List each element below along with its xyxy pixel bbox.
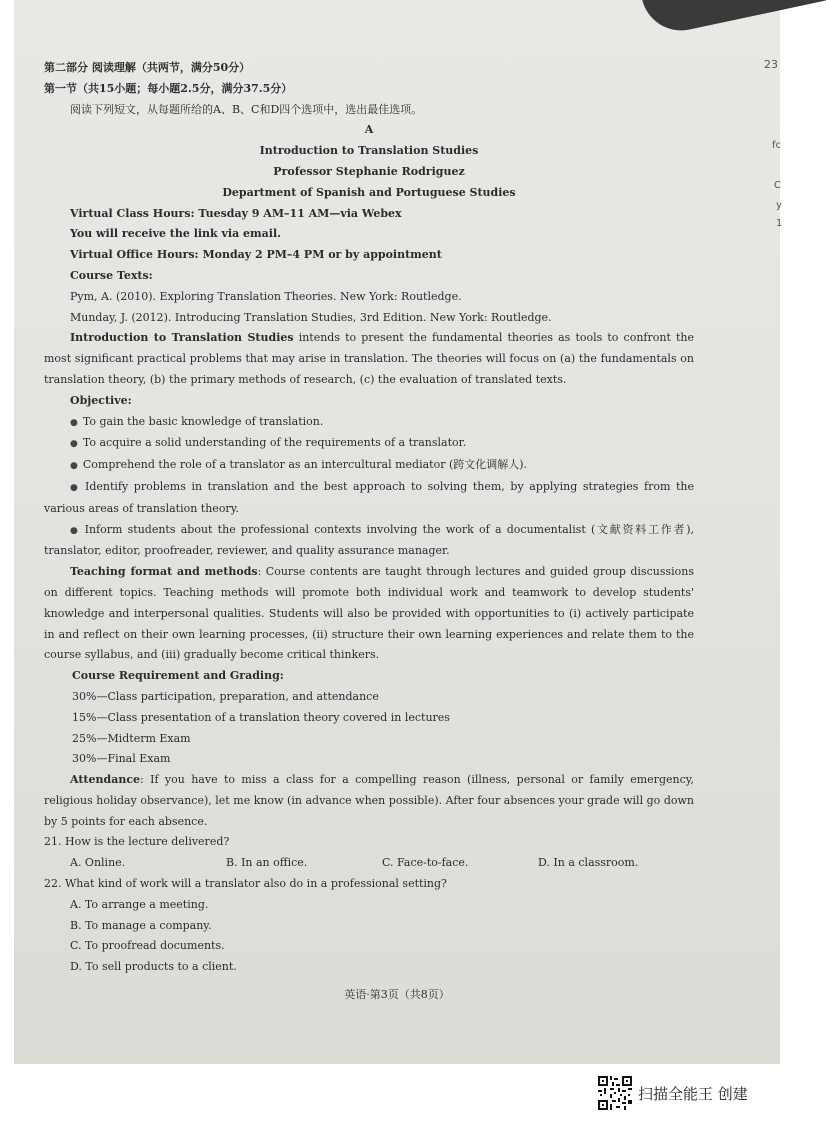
attendance-bold: Attendance bbox=[70, 773, 141, 787]
attendance-text: : If you have to miss a class for a compelling reason (illness, personal or family emergency, religious holiday observance), let me know (in advance when possible). After four absences your grade will go down by 5 points for each absence. bbox=[44, 773, 694, 828]
question-options bbox=[44, 853, 694, 874]
teaching-bold: Teaching format and methods bbox=[70, 565, 258, 579]
passage-letter: A bbox=[364, 123, 374, 137]
grading-item: 15%—Class presentation of a translation theory covered in lectures bbox=[72, 710, 450, 724]
option: A. To arrange a meeting. bbox=[70, 897, 209, 911]
option: A. Online. bbox=[70, 856, 126, 870]
exam-content bbox=[44, 58, 694, 978]
option: D. To sell products to a client. bbox=[70, 960, 237, 974]
objective-item: ● To gain the basic knowledge of translation. bbox=[44, 412, 694, 434]
margin-mark: fc bbox=[772, 140, 782, 151]
margin-mark: 23 bbox=[764, 58, 778, 71]
objective-item: ● Inform students about the professional contexts involving the work of a documentalist (文献资料工作者), translator, editor, proofreader, reviewer, and quality assurance manager. bbox=[44, 520, 694, 563]
professor-name: Professor Stephanie Rodriguez bbox=[273, 164, 465, 178]
margin-mark: C bbox=[774, 180, 781, 191]
class-hours: Virtual Class Hours: Tuesday 9 AM–11 AM—via Webex bbox=[70, 206, 402, 220]
intro-bold: Introduction to Translation Studies bbox=[70, 331, 294, 345]
page-corner-shadow bbox=[634, 0, 826, 38]
section-heading: 第一节（共15小题；每小题2.5分，满分37.5分） bbox=[44, 81, 293, 95]
margin-mark: 1 bbox=[776, 218, 783, 229]
department-name: Department of Spanish and Portuguese Studies bbox=[222, 185, 516, 199]
course-text-item: Pym, A. (2010). Exploring Translation Theories. New York: Routledge. bbox=[70, 289, 462, 303]
instruction: 阅读下列短文，从每题所给的A、B、C和D四个选项中，选出最佳选项。 bbox=[70, 102, 423, 116]
grading-item: 25%—Midterm Exam bbox=[72, 731, 191, 745]
scanned-page bbox=[14, 0, 783, 1064]
objective-heading: Objective: bbox=[70, 393, 132, 407]
question-stem: 21. How is the lecture delivered? bbox=[44, 835, 230, 849]
grading-heading: Course Requirement and Grading: bbox=[72, 669, 284, 683]
intro-paragraph bbox=[44, 328, 694, 390]
scanner-watermark bbox=[598, 1077, 748, 1109]
grading-item: 30%—Class participation, preparation, and attendance bbox=[72, 689, 379, 703]
qr-code-icon bbox=[598, 1076, 632, 1110]
course-texts-heading: Course Texts: bbox=[70, 268, 153, 282]
question-stem: 22. What kind of work will a translator also do in a professional setting? bbox=[44, 877, 447, 891]
option: C. To proofread documents. bbox=[70, 939, 225, 953]
option: D. In a classroom. bbox=[538, 856, 639, 870]
attendance-paragraph bbox=[44, 770, 694, 832]
grading-item: 30%—Final Exam bbox=[72, 752, 171, 766]
office-hours: Virtual Office Hours: Monday 2 PM–4 PM or by appointment bbox=[70, 248, 442, 262]
objective-item: ● To acquire a solid understanding of the requirements of a translator. bbox=[44, 433, 694, 455]
intro-text: intends to present the fundamental theories as tools to confront the most significant practical problems that may arise in translation. The theories will focus on (a) the fundamentals on translation theory, (b) the primary methods of research, (c) the evaluation of translated texts. bbox=[44, 331, 694, 386]
page-footer: 英语·第3页（共8页） bbox=[344, 988, 450, 1001]
teaching-text: : Course contents are taught through lectures and guided group discussions on different topics. Teaching methods will promote both individual work and teamwork to develop students' knowledge and interpersonal qualities. Students will also be provided with opportunities to (i) actively participate in and reflect on their own learning processes, (ii) structure their own learning experiences and relate them to the course syllabus, and (iii) gradually become critical thinkers. bbox=[44, 565, 694, 662]
objective-item: ● Identify problems in translation and the best approach to solving them, by applying strategies from the various areas of translation theory. bbox=[44, 477, 694, 520]
option: B. To manage a company. bbox=[70, 918, 212, 932]
option: B. In an office. bbox=[226, 856, 308, 870]
watermark-text: 扫描全能王 创建 bbox=[638, 1084, 748, 1103]
part-heading: 第二部分 阅读理解（共两节，满分50分） bbox=[44, 61, 251, 74]
link-note: You will receive the link via email. bbox=[70, 227, 281, 241]
course-text-item: Munday, J. (2012). Introducing Translation Studies, 3rd Edition. New York: Routledge. bbox=[70, 310, 552, 324]
option: C. Face-to-face. bbox=[382, 856, 469, 870]
teaching-paragraph bbox=[44, 562, 694, 666]
objective-item: ● Comprehend the role of a translator as an intercultural mediator (跨文化调解人). bbox=[44, 455, 694, 477]
margin-mark: y bbox=[776, 200, 782, 211]
course-title: Introduction to Translation Studies bbox=[259, 144, 479, 158]
